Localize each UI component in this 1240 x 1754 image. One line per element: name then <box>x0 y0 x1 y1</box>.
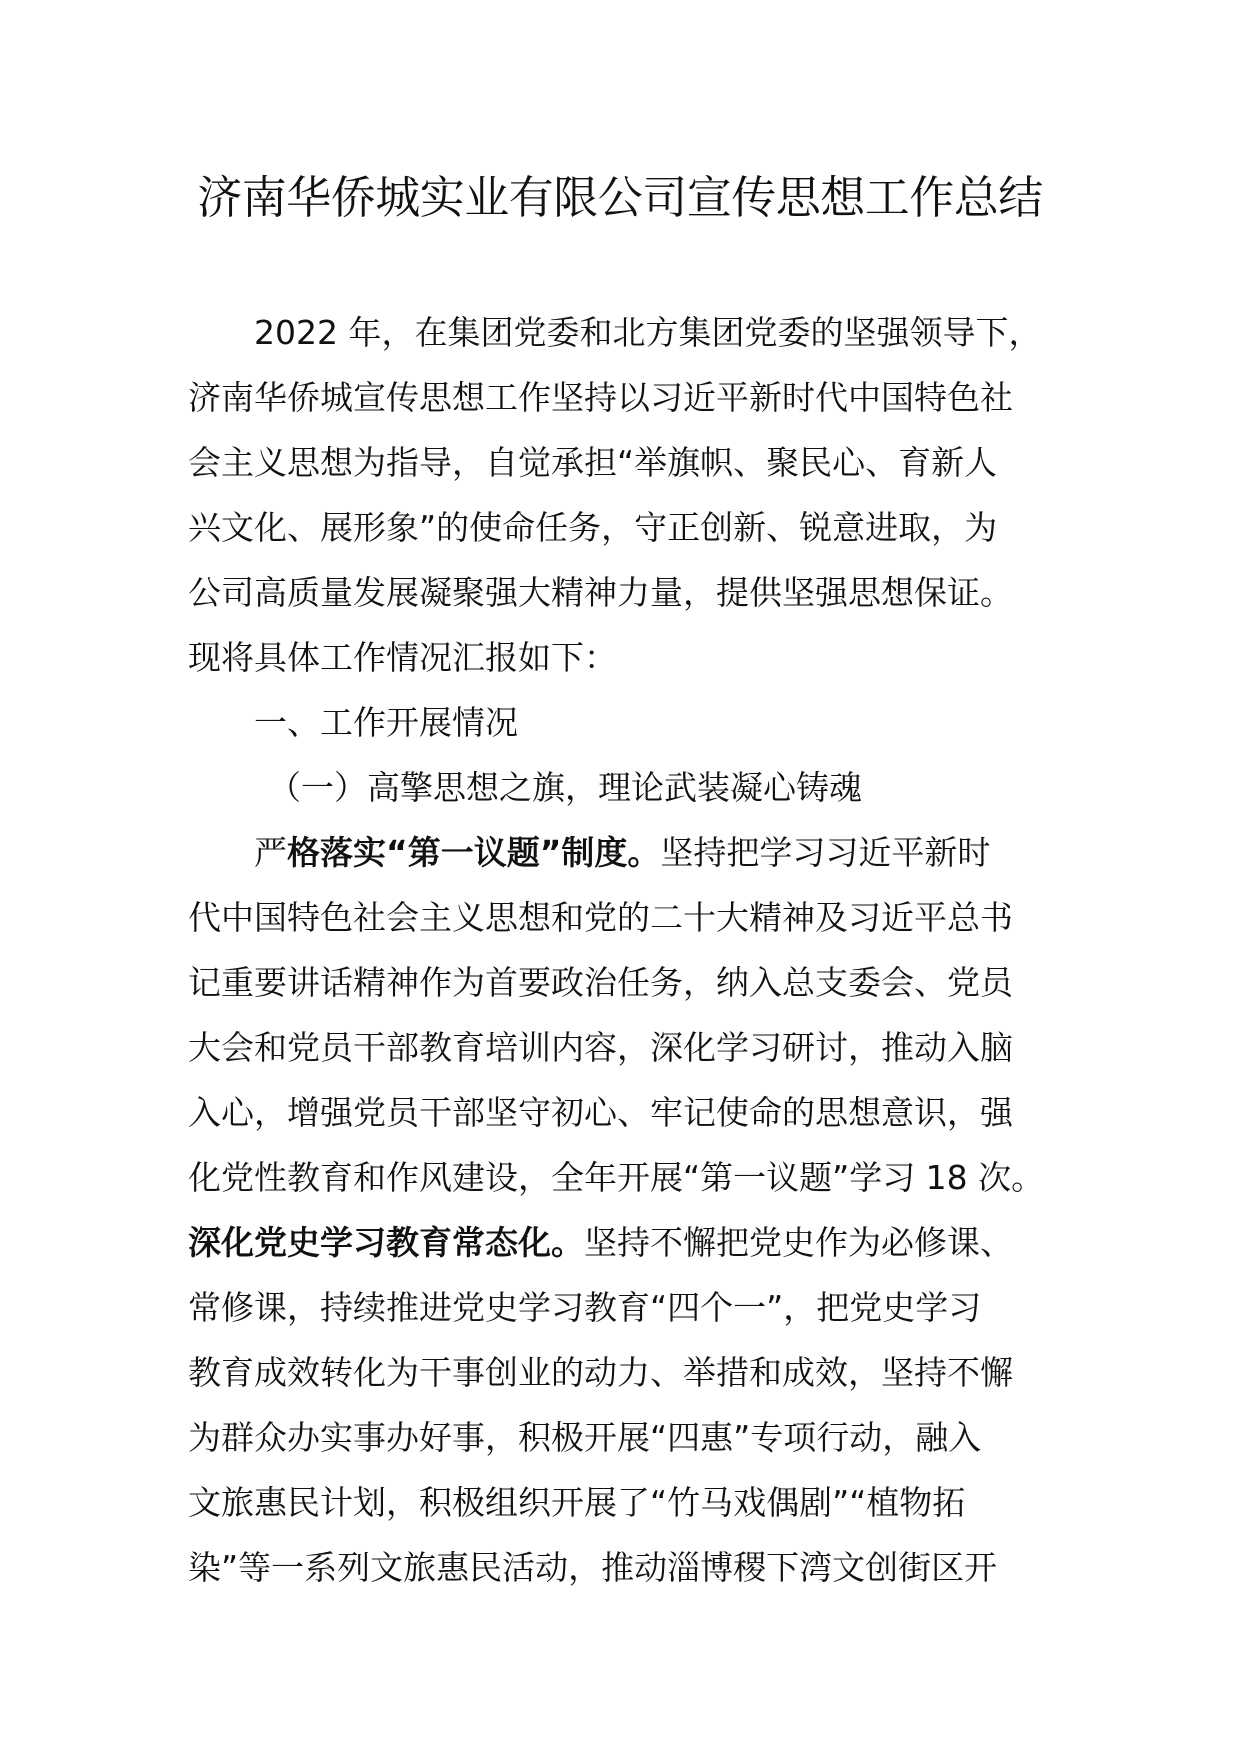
paragraph-line: 会主义思想为指导，自觉承担“举旗帜、聚民心、育新人 <box>188 443 998 482</box>
paragraph-line: 为群众办实事办好事，积极开展“四惠”专项行动，融入 <box>188 1418 982 1457</box>
paragraph-line: 公司高质量发展凝聚强大精神力量，提供坚强思想保证。 <box>188 573 1013 612</box>
bold-lead-heading: 深化党史学习教育常态化。 <box>188 1223 584 1262</box>
paragraph-line: 文旅惠民计划，积极组织开展了“竹马戏偶剧”“植物拓 <box>188 1483 966 1522</box>
document-body <box>188 300 1068 1600</box>
paragraph-line: 教育成效转化为干事创业的动力、举措和成效，坚持不懈 <box>188 1353 1013 1392</box>
paragraph-line: 代中国特色社会主义思想和党的二十大精神及习近平总书 <box>188 898 1013 937</box>
document-title: 济南华侨城实业有限公司宣传思想工作总结 <box>197 171 1043 224</box>
paragraph-line: 记重要讲话精神作为首要政治任务，纳入总支委会、党员 <box>188 963 1013 1002</box>
paragraph-line <box>188 1210 1068 1275</box>
paragraph-text: 坚持把学习习近平新时 <box>660 833 991 872</box>
subsection-heading: （一）高擎思想之旗，理论武装凝心铸魂 <box>268 768 862 807</box>
paragraph-line: 入心，增强党员干部坚守初心、牢记使命的思想意识，强 <box>188 1093 1013 1132</box>
paragraph-text: 坚持不懈把党史作为必修课、 <box>584 1223 1013 1262</box>
paragraph-line: 化党性教育和作风建设，全年开展“第一议题”学习 18 次。 <box>188 1158 1045 1197</box>
paragraph-line: 大会和党员干部教育培训内容，深化学习研讨，推动入脑 <box>188 1028 1013 1067</box>
bold-lead-heading: 格落实“第一议题”制度。 <box>287 833 661 872</box>
paragraph-line: 兴文化、展形象”的使命任务，守正创新、锐意进取，为 <box>188 508 998 547</box>
paragraph-line <box>188 820 1068 885</box>
line-start-text: 严 <box>254 833 287 872</box>
paragraph-line: 现将具体工作情况汇报如下： <box>188 638 617 677</box>
paragraph-line: 济南华侨城宣传思想工作坚持以习近平新时代中国特色社 <box>188 378 1013 417</box>
paragraph-line: 常修课，持续推进党史学习教育“四个一”，把党史学习 <box>188 1288 982 1327</box>
paragraph-line: 染”等一系列文旅惠民活动，推动淄博稷下湾文创街区开 <box>188 1548 998 1587</box>
section-heading: 一、工作开展情况 <box>254 703 518 742</box>
paragraph-line: 2022 年，在集团党委和北方集团党委的坚强领导下， <box>254 313 1042 352</box>
